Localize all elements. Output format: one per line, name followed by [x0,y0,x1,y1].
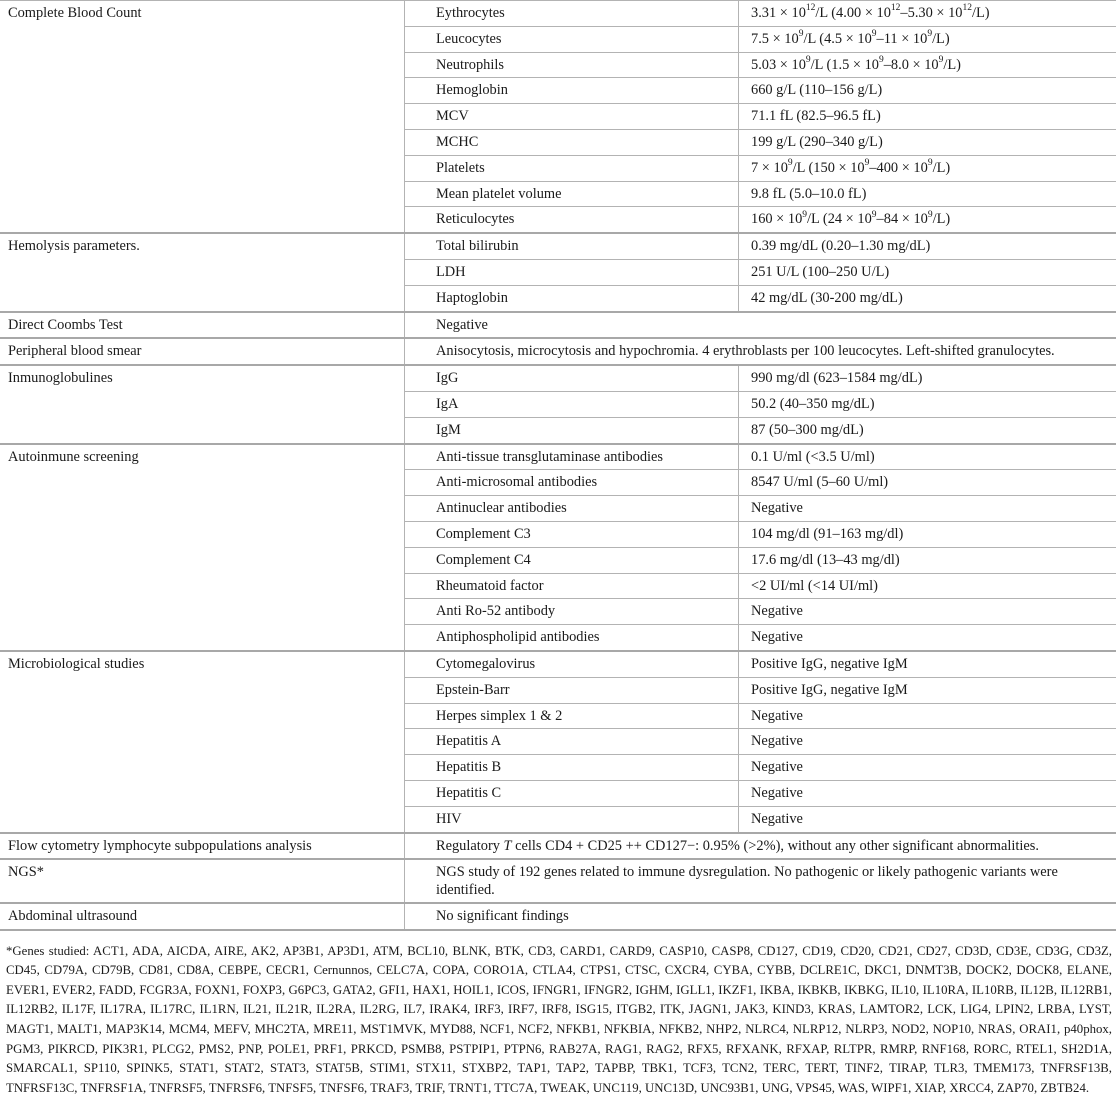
test-result: Negative [739,703,1116,729]
test-name: Eythrocytes [405,1,739,27]
finding-text: No significant findings [405,903,1116,930]
test-result: $3.31 \times 10^{12}/L$ $(4.00 \times 10^{12}-5.30 \times 10^{12}/L)$ [739,1,1116,27]
test-result: 50.2 (40–350 mg/dL) [739,391,1116,417]
table-row [0,444,1116,470]
test-result: Negative [739,780,1116,806]
table-row [0,365,1116,391]
test-result: Positive IgG, negative IgM [739,651,1116,677]
category-inmunoglobulines: Inmunoglobulines [0,365,405,443]
table-row [0,833,1116,860]
test-result: $7 \times 10^9/L$ $(150 \times 10^9-400 \times 10^9/L)$ [739,155,1116,181]
test-result: $7.5 \times 10^9/L$ $(4.5 \times 10^9-11 \times 10^9/L)$ [739,26,1116,52]
test-name: MCV [405,104,739,130]
test-result: 42 mg/dL (30-200 mg/dL) [739,285,1116,311]
test-result: Negative [739,599,1116,625]
finding-text: Anisocytosis, microcytosis and hypochromia. 4 erythroblasts per 100 leucocytes. Left-shifted granulocytes. [405,338,1116,365]
test-result: Negative [739,755,1116,781]
test-name: HIV [405,806,739,832]
category-peripheral-blood-smear: Peripheral blood smear [0,338,405,365]
category-hemolysis-parameters: Hemolysis parameters. [0,233,405,311]
test-name: Antinuclear antibodies [405,496,739,522]
category-ngs: NGS* [0,859,405,903]
test-name: MCHC [405,129,739,155]
test-result: 87 (50–300 mg/dL) [739,417,1116,443]
table-body [0,1,1116,930]
test-name: Mean platelet volume [405,181,739,207]
test-name: Hepatitis A [405,729,739,755]
test-name: Cytomegalovirus [405,651,739,677]
test-name: Hepatitis B [405,755,739,781]
category-complete-blood-count: Complete Blood Count [0,1,405,234]
test-result: 9.8 fL (5.0–10.0 fL) [739,181,1116,207]
test-name: Rheumatoid factor [405,573,739,599]
test-name: IgG [405,365,739,391]
category-autoinmune-screening: Autoinmune screening [0,444,405,651]
test-name: Leucocytes [405,26,739,52]
test-result: 71.1 fL (82.5–96.5 fL) [739,104,1116,130]
test-name: Anti-tissue transglutaminase antibodies [405,444,739,470]
finding-text: Regulatory T cells CD4 + CD25 ++ CD127−: 0.95% (>2%), without any other significant abnormalities. [405,833,1116,860]
test-result: 8547 U/ml (5–60 U/ml) [739,470,1116,496]
test-result: 199 g/L (290–340 g/L) [739,129,1116,155]
test-name: Anti Ro-52 antibody [405,599,739,625]
test-result: Negative [739,729,1116,755]
test-name: Hemoglobin [405,78,739,104]
test-name: Neutrophils [405,52,739,78]
test-result: <2 UI/ml (<14 UI/ml) [739,573,1116,599]
test-name: IgA [405,391,739,417]
test-result: 660 g/L (110–156 g/L) [739,78,1116,104]
test-name: Anti-microsomal antibodies [405,470,739,496]
category-flow-cytometry-lymphocyte-subpopulations-analysis: Flow cytometry lymphocyte subpopulations analysis [0,833,405,860]
test-name: LDH [405,259,739,285]
test-name: IgM [405,417,739,443]
category-abdominal-ultrasound: Abdominal ultrasound [0,903,405,930]
category-microbiological-studies: Microbiological studies [0,651,405,833]
test-name: Complement C4 [405,547,739,573]
table-row [0,651,1116,677]
test-name: Epstein-Barr [405,677,739,703]
test-result: Negative [739,806,1116,832]
test-name: Complement C3 [405,521,739,547]
table-row [0,338,1116,365]
test-result: $160 \times 10^9/L$ $(24 \times 10^9-84 \times 10^9/L)$ [739,207,1116,233]
test-result: 0.1 U/ml (<3.5 U/ml) [739,444,1116,470]
test-result: Negative [739,496,1116,522]
test-name: Antiphospholipid antibodies [405,625,739,651]
test-name: Hepatitis C [405,780,739,806]
test-result: 0.39 mg/dL (0.20–1.30 mg/dL) [739,233,1116,259]
test-result: Positive IgG, negative IgM [739,677,1116,703]
table-row [0,903,1116,930]
genes-footnote: *Genes studied: ACT1, ADA, AICDA, AIRE, AK2, AP3B1, AP3D1, ATM, BCL10, BLNK, BTK, CD3, CARD1, CARD9, CASP10, CASP8, CD127, CD19, CD20, CD21, CD27, CD3D, CD3E, CD3G, CD3Z, CD45, CD79A, CD79B, CD81, CD8A, CEBPE, CECR1, Cernunnos, CELC7A, COPA, CORO1A, CTLA4, CTPS1, CTSC, CXCR4, CYBA, CYBB, DCLRE1C, DKC1, DNMT3B, DOCK2, DOCK8, ELANE, EVER1, EVER2, FADD, FCGR3A, FOXN1, FOXP3, G6PC3, GATA2, GFI1, HAX1, HOIL1, ICOS, IFNGR1, IFNGR2, IGHM, IGLL1, IKZF1, IKBA, IKBKB, IKBKG, IL10, IL10RA, IL10RB, IL12B, IL12RB1, IL12RB2, IL17F, IL17RA, IL17RC, IL1RN, IL21, IL21R, IL2RA, IL2RG, IL7, IRAK4, IRF3, IRF7, IRF8, ISG15, ITGB2, ITK, JAGN1, JAK3, KIND3, KRAS, LAMTOR2, LCK, LIG4, LPIN2, LRBA, LYST, MAGT1, MALT1, MAP3K14, MCM4, MEFV, MHC2TA, MRE11, MST1MVK, MYD88, NCF1, NCF2, NFKB1, NFKBIA, NFKB2, NHP2, NLRC4, NLRP12, NLRP3, NOD2, NOP10, NRAS, ORAI1, p40phox, PGM3, PIKRCD, PIK3R1, PLCG2, PMS2, PNP, POLE1, PRF1, PRKCD, PSMB8, PSTPIP1, PTPN6, RAB27A, RAG1, RAG2, RFX5, RFXANK, RFXAP, RLTPR, RMRP, RNF168, RORC, RTEL1, SH2D1A, SMARCAL1, SP110, SPINK5, STAT1, STAT2, STAT3, STAT5B, STIM1, STX11, STXBP2, TAP1, TAP2, TAPBP, TBK1, TCF3, TCN2, TERC, TERT, TINF2, TIRAP, TLR3, TMEM173, TNFRSF13B, TNFRSF13C, TNFRSF1A, TNFRSF5, TNFRSF6, TNFSF5, TNFSF6, TRAF3, TRIF, TRNT1, TTC7A, TWEAK, UNC119, UNC13D, UNC93B1, UNG, VPS45, WAS, WIPF1, XIAP, XRCC4, ZAP70, ZBTB24. [0,931,1116,1098]
table-row [0,312,1116,339]
test-result: 104 mg/dl (91–163 mg/dl) [739,521,1116,547]
test-name: Total bilirubin [405,233,739,259]
table-row [0,859,1116,903]
category-direct-coombs-test: Direct Coombs Test [0,312,405,339]
finding-text: Negative [405,312,1116,339]
test-result: 251 U/L (100–250 U/L) [739,259,1116,285]
test-name: Herpes simplex 1 & 2 [405,703,739,729]
test-name: Platelets [405,155,739,181]
table-row [0,1,1116,27]
test-result: Negative [739,625,1116,651]
test-result: $5.03 \times 10^9/L$ $(1.5 \times 10^9-8.0 \times 10^9/L)$ [739,52,1116,78]
test-name: Reticulocytes [405,207,739,233]
test-result: 990 mg/dl (623–1584 mg/dL) [739,365,1116,391]
finding-text: NGS study of 192 genes related to immune dysregulation. No pathogenic or likely pathogenic variants were identified. [405,859,1116,903]
test-result: 17.6 mg/dl (13–43 mg/dl) [739,547,1116,573]
table-row [0,233,1116,259]
test-name: Haptoglobin [405,285,739,311]
